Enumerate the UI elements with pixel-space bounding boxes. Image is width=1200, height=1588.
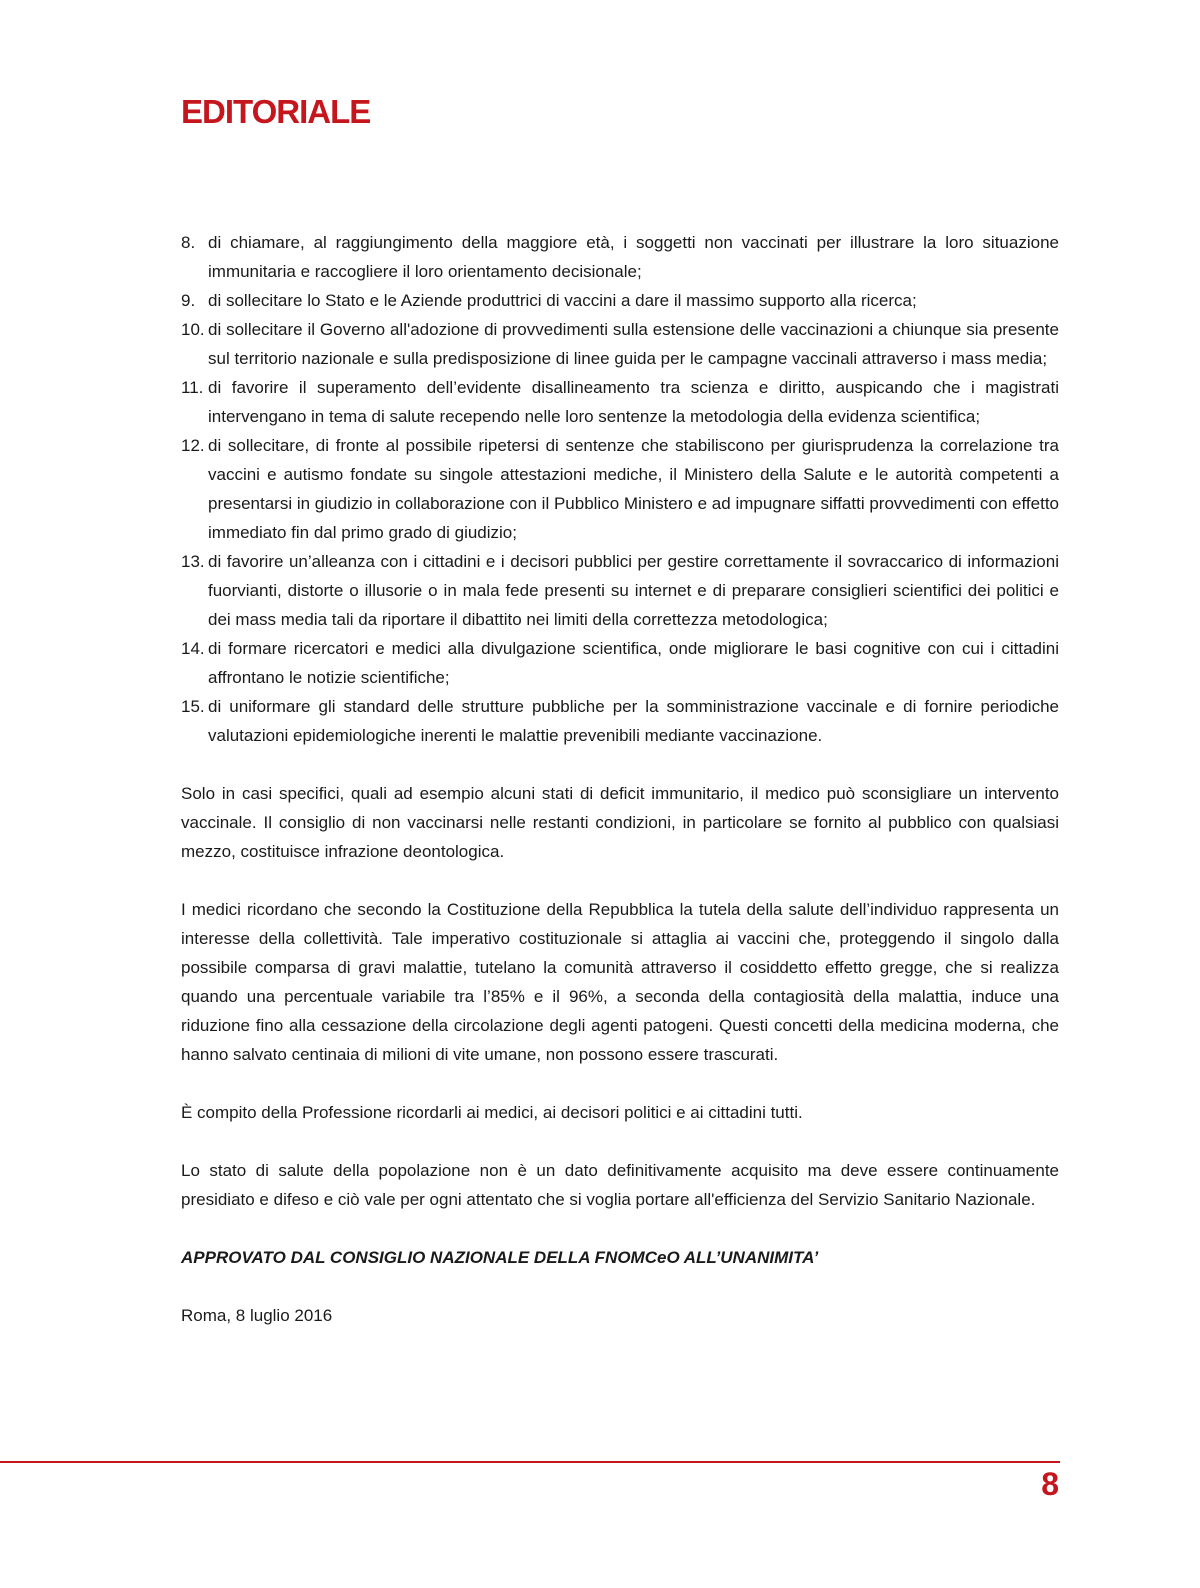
list-item-text: di uniformare gli standard delle strutture pubbliche per la somministrazione vaccinale e di fornire periodiche valutazioni epidemiologiche inerenti le malattie prevenibili mediante vaccinazione. [208, 697, 1059, 745]
list-item-text: di favorire il superamento dell’evidente disallineamento tra scienza e diritto, auspicando che i magistrati intervengano in tema di salute recependo nelle loro sentenze la metodologia della evidenza scientifica; [208, 378, 1059, 426]
list-item-text: di favorire un’alleanza con i cittadini e i decisori pubblici per gestire correttamente il sovraccarico di informazioni fuorvianti, distorte o illusorie o in mala fede presenti su internet e di preparare consiglieri scientifici dei politici e dei mass media tali da riportare il dibattito nei limiti della correttezza metodologica; [208, 552, 1059, 629]
list-item [181, 634, 1059, 692]
list-item-text: di sollecitare, di fronte al possibile ripetersi di sentenze che stabiliscono per giurisprudenza la correlazione tra vaccini e autismo fondate su singole attestazioni mediche, il Ministero della Salute e le autorità competenti a presentarsi in giudizio in collaborazione con il Pubblico Ministero e ad impugnare siffatti provvedimenti con effetto immediato fin dal primo grado di giudizio; [208, 436, 1059, 542]
list-item-number: 9. [181, 291, 196, 310]
approval-statement: APPROVATO DAL CONSIGLIO NAZIONALE DELLA FNOMCeO ALL’UNANIMITA’ [181, 1248, 819, 1267]
list-item-text: di sollecitare il Governo all'adozione di provvedimenti sulla estensione delle vaccinazioni a chiunque sia presente sul territorio nazionale e sulla predisposizione di linee guida per le campagne vaccinali attraverso i mass media; [208, 320, 1059, 368]
section-title: EDITORIALE [181, 93, 371, 130]
list-item-text: di sollecitare lo Stato e le Aziende produttrici di vaccini a dare il massimo supporto alla ricerca; [208, 291, 917, 310]
list-item-number: 8. [181, 233, 196, 252]
recommendations-list [181, 228, 1059, 750]
article-body [181, 228, 1059, 1330]
list-item-number: 12. [181, 436, 205, 455]
list-item-number: 11. [181, 378, 204, 397]
list-item [181, 547, 1059, 634]
list-item-number: 10. [181, 320, 205, 339]
list-item-text: di formare ricercatori e medici alla divulgazione scientifica, onde migliorare le basi cognitive con cui i cittadini affrontano le notizie scientifiche; [208, 639, 1059, 687]
paragraph-duty: È compito della Professione ricordarli ai medici, ai decisori politici e ai cittadini tutti. [181, 1103, 803, 1122]
date-line: Roma, 8 luglio 2016 [181, 1306, 333, 1325]
list-item [181, 692, 1059, 750]
list-item-text: di chiamare, al raggiungimento della maggiore età, i soggetti non vaccinati per illustrare la loro situazione immunitaria e raccogliere il loro orientamento decisionale; [208, 233, 1059, 281]
list-item [181, 228, 1059, 286]
paragraph-constitution: I medici ricordano che secondo la Costituzione della Repubblica la tutela della salute dell’individuo rappresenta un interesse della collettività. Tale imperativo costituzionale si attaglia ai vaccini che, proteggendo il singolo dalla possibile comparsa di gravi malattie, tutelano la comunità attraverso il cosiddetto effetto gregge, che si realizza quando una percentuale variabile tra l’85% e il 96%, a seconda della contagiosità della malattia, induce una riduzione fino alla cessazione della circolazione degli agenti patogeni. Questi concetti della medicina moderna, che hanno salvato centinaia di milioni di vite umane, non possono essere trascurati. [181, 900, 1059, 1064]
list-item [181, 315, 1059, 373]
list-item-number: 14. [181, 639, 205, 658]
page-number: 8 [1041, 1466, 1059, 1502]
list-item [181, 373, 1059, 431]
list-item [181, 431, 1059, 547]
paragraph-deficit: Solo in casi specifici, quali ad esempio alcuni stati di deficit immunitario, il medico può sconsigliare un intervento vaccinale. Il consiglio di non vaccinarsi nelle restanti condizioni, in particolare se fornito al pubblico con qualsiasi mezzo, costituisce infrazione deontologica. [181, 784, 1059, 861]
list-item-number: 15. [181, 697, 205, 716]
list-item [181, 286, 1059, 315]
paragraph-health-status: Lo stato di salute della popolazione non è un dato definitivamente acquisito ma deve essere continuamente presidiato e difeso e ciò vale per ogni attentato che si voglia portare all'efficienza del Servizio Sanitario Nazionale. [181, 1161, 1059, 1209]
list-item-number: 13. [181, 552, 205, 571]
footer-divider [0, 1461, 1060, 1463]
